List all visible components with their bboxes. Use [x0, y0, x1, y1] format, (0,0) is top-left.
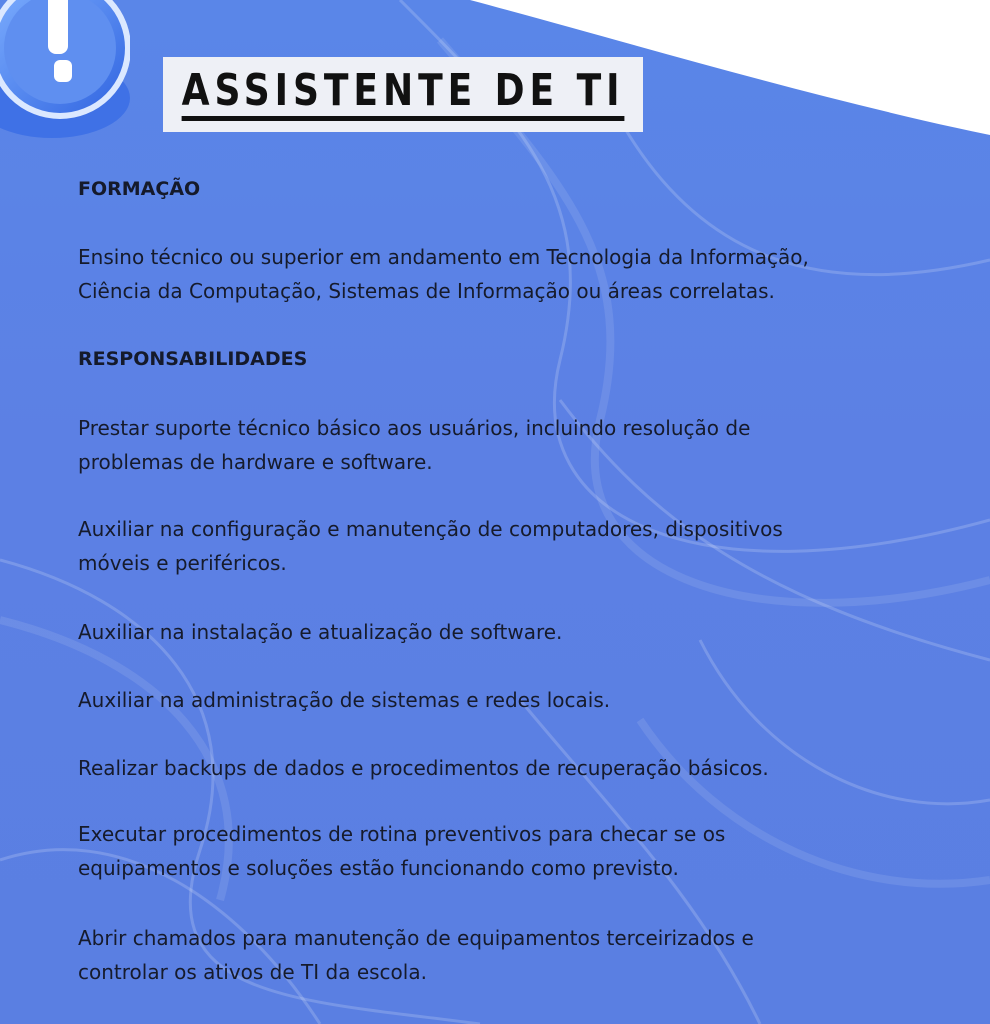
responsibility-item: [78, 921, 754, 989]
page-title: ASSISTENTE DE TI: [182, 68, 625, 121]
title-banner: [163, 57, 643, 132]
text-line: Auxiliar na instalação e atualização de software.: [78, 620, 563, 644]
text-line: equipamentos e soluções estão funcionando como previsto.: [78, 856, 679, 880]
responsibility-item: [78, 683, 610, 717]
formacao-text: [78, 240, 809, 308]
text-line: Abrir chamados para manutenção de equipamentos terceirizados e: [78, 926, 754, 950]
responsibility-item: [78, 751, 769, 785]
text-line: Prestar suporte técnico básico aos usuários, incluindo resolução de: [78, 416, 751, 440]
text-line: Executar procedimentos de rotina preventivos para checar se os: [78, 822, 726, 846]
text-line: Auxiliar na configuração e manutenção de computadores, dispositivos: [78, 517, 783, 541]
responsibility-item: [78, 615, 562, 649]
exclamation-icon: [0, 0, 130, 140]
responsabilidades-heading: RESPONSABILIDADES: [78, 348, 308, 370]
formacao-heading: FORMAÇÃO: [78, 178, 201, 200]
responsibility-item: [78, 512, 783, 580]
text-line: problemas de hardware e software.: [78, 450, 433, 474]
responsibility-item: [78, 411, 750, 479]
text-line: móveis e periféricos.: [78, 551, 287, 575]
text-line: Auxiliar na administração de sistemas e redes locais.: [78, 688, 611, 712]
text-line: Ciência da Computação, Sistemas de Informação ou áreas correlatas.: [78, 279, 775, 303]
text-line: Realizar backups de dados e procedimentos de recuperação básicos.: [78, 756, 769, 780]
text-line: Ensino técnico ou superior em andamento em Tecnologia da Informação,: [78, 245, 809, 269]
text-line: controlar os ativos de TI da escola.: [78, 960, 427, 984]
alert-badge: [0, 0, 130, 140]
responsibility-item: [78, 817, 725, 885]
